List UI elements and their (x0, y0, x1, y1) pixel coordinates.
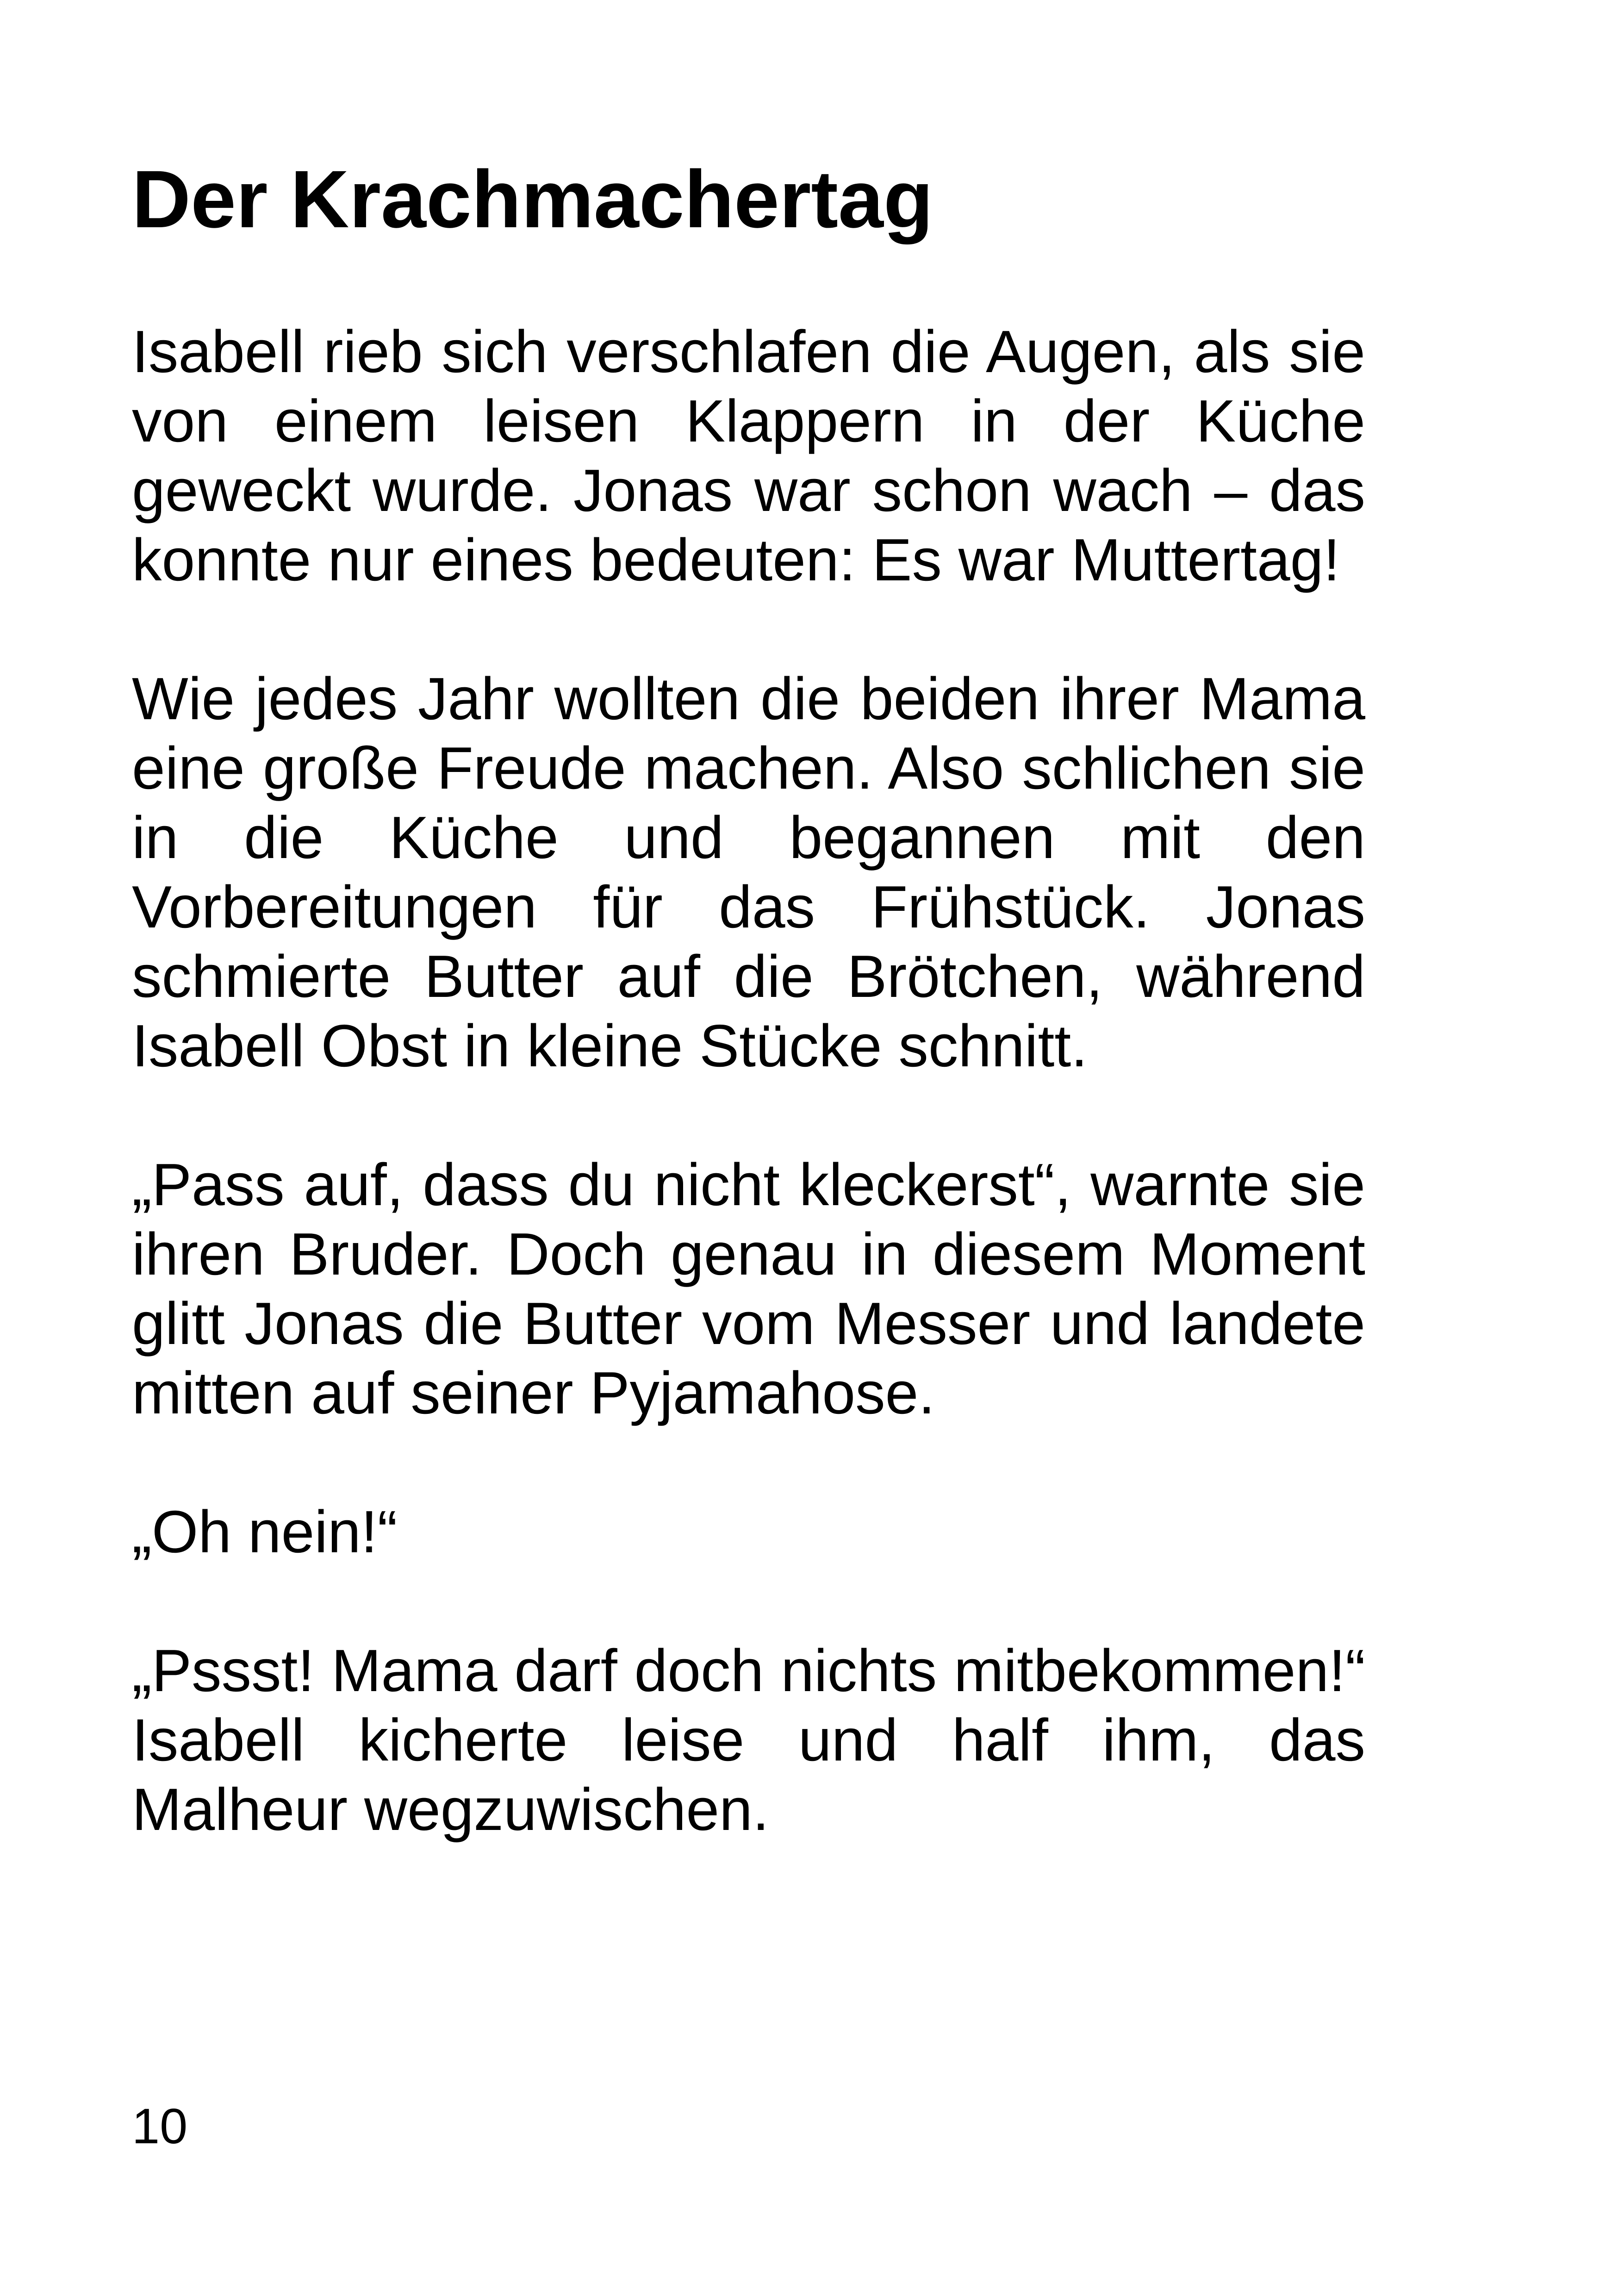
page-number: 10 (132, 2098, 188, 2154)
paragraph-2: Wie jedes Jahr wollten die beiden ihrer Mama eine große Freude machen. Also schlichen sie in die Küche und begannen mit den Vorbereitungen für das Frühstück. Jonas schmierte Butter auf die Brötchen, während Isabell Obst in kleine Stücke schnitt. (132, 666, 1365, 1079)
paragraph-1: Isabell rieb sich verschlafen die Augen, als sie von einem leisen Klappern in der Küche geweckt wurde. Jonas war schon wach – das konnte nur eines bedeuten: Es war Muttertag! (132, 318, 1365, 593)
paragraph-4: „Oh nein!“ (132, 1499, 398, 1565)
paragraph-3: „Pass auf, dass du nicht kleckerst“, warnte sie ihren Bruder. Doch genau in diesem Moment glitt Jonas die Butter vom Messer und landete mitten auf seiner Pyjamahose. (132, 1151, 1365, 1426)
paragraph-5: „Pssst! Mama darf doch nichts mitbekommen!“ Isabell kicherte leise und half ihm, das Malheur wegzuwischen. (132, 1637, 1365, 1843)
chapter-title: Der Krachmachertag (132, 154, 933, 245)
story-text (132, 317, 1365, 1844)
